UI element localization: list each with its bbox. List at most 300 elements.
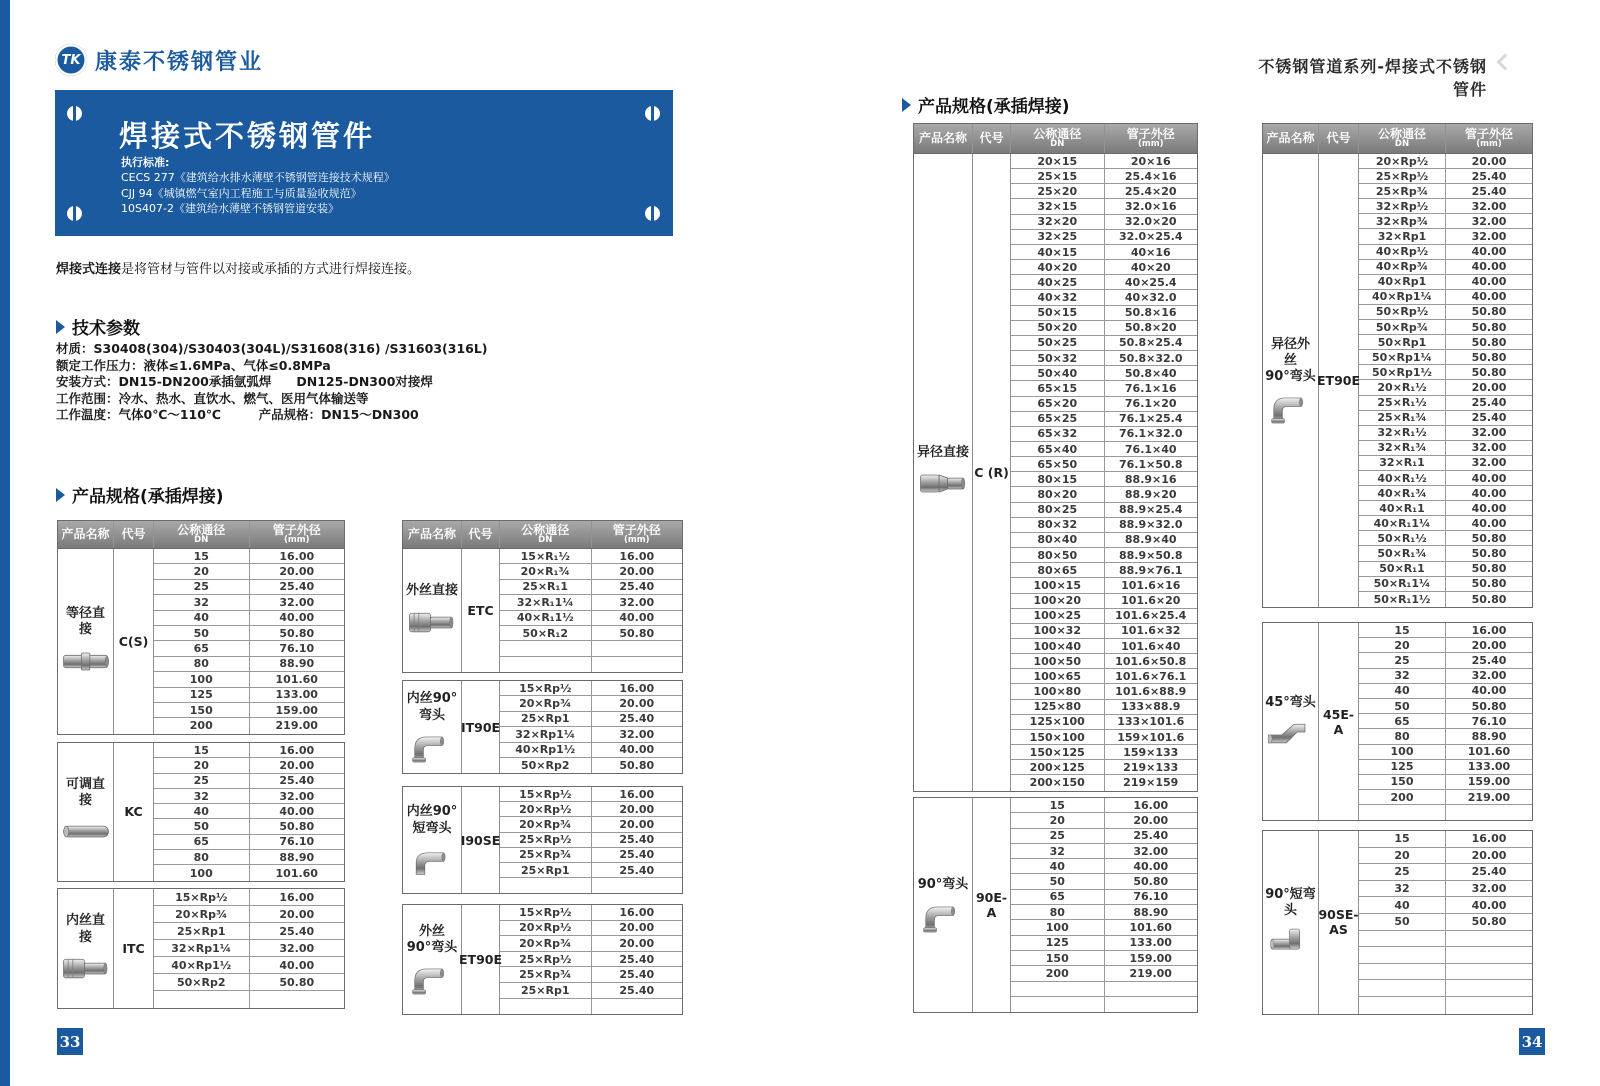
dn-value: 40×Rp1¼ (1359, 290, 1446, 304)
product-name-cell: 等径直接 (58, 549, 114, 734)
od-value: 50.80 (279, 820, 315, 834)
od-value: 88.90 (279, 657, 315, 671)
dn-value: 32 (154, 595, 250, 609)
dn-value: 50×R₁1¼ (1359, 577, 1446, 591)
product-code-cell: C (R) (973, 154, 1011, 791)
table-row (500, 611, 682, 626)
table-row (500, 743, 682, 758)
dn-value: 15×Rp½ (500, 787, 592, 801)
spec-heading-left-label: 产品规格(承插焊接) (72, 487, 224, 507)
dn-value: 50×Rp1¼ (1359, 350, 1446, 364)
dn-value: 150 (1359, 775, 1446, 789)
table-row (1011, 184, 1197, 199)
od-value: 16.00 (1471, 623, 1507, 637)
table-row (1011, 775, 1197, 790)
table-row (1011, 700, 1197, 715)
dn-value: 40 (1011, 859, 1105, 873)
col-header-dn: 公称通径 DN (154, 521, 250, 548)
table-row (500, 758, 682, 773)
table-row (154, 923, 344, 940)
table-row (1011, 813, 1197, 828)
col-header-od: 管子外径 (mm) (612, 522, 661, 546)
table-row (1359, 848, 1532, 865)
product-code-cell: C(S) (114, 549, 154, 734)
table-row (500, 580, 682, 595)
od-value: 40.00 (1471, 516, 1507, 530)
table-row (1359, 335, 1532, 350)
product-name-cell: 外丝 90°弯头 (403, 905, 462, 1014)
od-value: 16.00 (619, 787, 655, 801)
dn-value: 80×20 (1011, 487, 1105, 501)
od-value (1446, 931, 1532, 947)
od-value: 159×101.6 (1117, 730, 1185, 744)
od-value: 101.6×16 (1121, 578, 1181, 592)
chevron-icon (902, 98, 911, 112)
dn-value: 25×15 (1011, 169, 1105, 183)
table-row (1011, 199, 1197, 214)
od-value: 40.00 (1471, 260, 1507, 274)
dn-value: 25×R₁1 (500, 580, 592, 594)
table-row (1359, 546, 1532, 561)
col-header-product-name: 产品名称 (58, 521, 114, 548)
col-header-product-name: 产品名称 (914, 124, 973, 153)
table-row (1011, 290, 1197, 305)
dn-value: 20 (1359, 848, 1446, 864)
col-header-code: 代号 (114, 521, 154, 548)
dn-value: 25×R₁¾ (1359, 411, 1446, 425)
od-value: 32.00 (1471, 214, 1507, 228)
table-row (1359, 729, 1532, 744)
table-row (1011, 951, 1197, 966)
od-value: 25.4×20 (1124, 184, 1177, 198)
product-code-cell: 45E-A (1319, 623, 1359, 820)
od-value: 88.9×16 (1124, 472, 1177, 486)
table-row (154, 611, 344, 626)
dn-value: 20×Rp¾ (500, 817, 592, 831)
dn-value: 50×Rp1 (1359, 335, 1446, 349)
od-value: 16.00 (619, 905, 655, 919)
product-code-cell: 90SE- AS (1319, 831, 1359, 1014)
od-value: 101.60 (1129, 921, 1172, 935)
table-row (154, 758, 344, 773)
table-row (1359, 486, 1532, 501)
brand-logo-text: 康泰不锈钢管业 (95, 49, 264, 75)
intro-paragraph (56, 258, 420, 277)
table-row (500, 727, 682, 742)
dn-value: 150 (154, 703, 250, 717)
table-row (1011, 154, 1197, 169)
dn-value: 25 (1359, 653, 1446, 667)
od-value (1446, 980, 1532, 996)
table-row (1359, 775, 1532, 790)
table-header (1263, 124, 1532, 154)
dn-value: 15×R₁½ (500, 549, 592, 563)
dn-value: 200×125 (1011, 760, 1105, 774)
table-row (500, 967, 682, 983)
od-value: 101.6×88.9 (1115, 685, 1187, 699)
table-row (1359, 964, 1532, 981)
table-row (1011, 397, 1197, 412)
spec-heading-right-label: 产品规格(承插焊接) (918, 97, 1070, 117)
dn-value: 125×100 (1011, 715, 1105, 729)
table-row (1011, 920, 1197, 935)
od-value: 40.00 (279, 804, 315, 818)
od-value: 40.00 (1471, 486, 1507, 500)
od-value: 50.80 (1471, 335, 1507, 349)
od-value: 101.60 (1467, 745, 1511, 759)
table-row (1359, 169, 1532, 184)
dn-value: 25 (1359, 864, 1446, 880)
od-value: 20.00 (1471, 848, 1507, 862)
od-value: 76.1×32.0 (1119, 427, 1183, 441)
table-row (1011, 457, 1197, 472)
table-row (1359, 699, 1532, 714)
table-row (154, 850, 344, 865)
dn-value: 15 (1359, 623, 1446, 637)
table-row (1359, 790, 1532, 805)
dn-value: 100×20 (1011, 594, 1105, 608)
table-row (500, 905, 682, 921)
dn-value (1359, 931, 1446, 947)
table-row (1011, 351, 1197, 366)
od-value: 159×133 (1123, 745, 1179, 759)
table-row (1011, 859, 1197, 874)
dn-value: 65×15 (1011, 381, 1105, 395)
table-row (500, 802, 682, 817)
table-row (500, 878, 682, 893)
table-row (500, 952, 682, 968)
table-row (1359, 245, 1532, 260)
dn-value: 40×R₁¾ (1359, 486, 1446, 500)
table-row (1359, 577, 1532, 592)
od-value: 25.4×16 (1124, 169, 1177, 183)
od-value: 219.00 (275, 719, 318, 733)
dn-value: 32×Rp1¼ (154, 940, 250, 956)
table-row (1359, 669, 1532, 684)
dn-value (1011, 997, 1105, 1012)
table-row (154, 595, 344, 610)
od-value (1446, 964, 1532, 980)
od-value: 101.6×25.4 (1115, 609, 1187, 623)
od-value: 88.9×32.0 (1119, 518, 1183, 532)
od-value: 40.00 (1471, 898, 1507, 912)
col-header-od: 管子外径 (mm) (272, 522, 321, 546)
dn-value: 50 (154, 626, 250, 640)
od-value: 76.1×25.4 (1119, 412, 1183, 426)
od-value: 40×16 (1130, 245, 1171, 259)
table-row (1359, 516, 1532, 531)
product-name-cell: 外丝直接 (403, 549, 462, 672)
od-value: 76.1×40 (1124, 442, 1177, 456)
dn-value: 25×Rp1 (500, 712, 592, 726)
dn-value: 15 (1011, 798, 1105, 812)
od-value: 25.40 (1471, 184, 1507, 198)
table-row (1359, 531, 1532, 546)
od-value: 50.80 (1133, 875, 1169, 889)
spec-rows (154, 743, 344, 881)
dn-value: 50×Rp½ (1359, 305, 1446, 319)
table-row (1011, 518, 1197, 533)
dn-value: 100×50 (1011, 654, 1105, 668)
standards-label: 执行标准: (121, 156, 170, 169)
dn-value: 100×32 (1011, 624, 1105, 638)
od-value: 50.80 (619, 759, 655, 773)
tech-params-heading-label: 技术参数 (72, 319, 140, 339)
table-row (1359, 290, 1532, 305)
od-value: 40.00 (1133, 859, 1169, 873)
dn-value: 80×32 (1011, 518, 1105, 532)
od-value: 50.8×32.0 (1119, 351, 1183, 365)
od-value: 101.6×20 (1121, 594, 1181, 608)
dn-value: 32×R₁¾ (1359, 441, 1446, 455)
od-value: 40×20 (1130, 260, 1171, 274)
od-value: 159.00 (1129, 951, 1172, 965)
series-header: 不锈钢管道系列-焊接式不锈钢管件 (1258, 57, 1487, 99)
dn-value: 100×65 (1011, 669, 1105, 683)
dn-value: 20×Rp½ (500, 802, 592, 816)
socket-icon (61, 953, 111, 984)
spec-table-adjustable-coupling (57, 742, 345, 882)
dn-value: 50×40 (1011, 366, 1105, 380)
dn-value: 20 (1011, 813, 1105, 827)
od-value: 76.10 (279, 642, 315, 656)
product-name-cell: 90°短弯头 (1263, 831, 1319, 1014)
dn-value: 25×Rp1 (500, 863, 592, 877)
dn-value: 50 (1011, 874, 1105, 888)
od-value: 25.40 (619, 833, 655, 847)
tech-line: 材质：S30408(304)/S30403(304L)/S31608(316) /S31603(316L) (56, 341, 488, 356)
dn-value (154, 991, 250, 1008)
dn-value: 50×20 (1011, 321, 1105, 335)
od-value: 25.40 (619, 863, 655, 877)
dn-value: 125 (1011, 936, 1105, 950)
od-value: 25.40 (1471, 865, 1507, 879)
dn-value (1359, 997, 1446, 1014)
od-value: 88.9×50.8 (1119, 548, 1183, 562)
col-header-product-name: 产品名称 (1263, 124, 1319, 153)
table-row (1359, 441, 1532, 456)
table-row (154, 789, 344, 804)
dn-value: 25×Rp¾ (1359, 184, 1446, 198)
od-value: 40.00 (1471, 501, 1507, 515)
od-value: 16.00 (279, 890, 315, 904)
page-corner-chevron-icon (1497, 54, 1514, 71)
od-value: 40×32.0 (1124, 290, 1177, 304)
od-value (592, 878, 683, 893)
table-row (1011, 230, 1197, 245)
dn-value: 65 (154, 641, 250, 655)
table-row (154, 580, 344, 595)
od-value: 40.00 (1471, 275, 1507, 289)
od-value (1105, 997, 1198, 1012)
od-value: 16.00 (1471, 832, 1507, 846)
dn-value: 20×15 (1011, 154, 1105, 168)
table-row (1011, 381, 1197, 396)
product-code-cell: ET90E (462, 905, 500, 1014)
table-row (1359, 914, 1532, 931)
table-row (1359, 997, 1532, 1014)
od-value: 16.00 (619, 549, 655, 563)
table-row (154, 835, 344, 850)
od-value: 25.40 (279, 580, 315, 594)
dn-value: 20×Rp¾ (500, 696, 592, 710)
dn-value: 100×15 (1011, 578, 1105, 592)
product-code-cell: ET90E (1319, 154, 1359, 607)
dn-value: 50 (1359, 914, 1446, 930)
dn-value: 65×25 (1011, 412, 1105, 426)
table-row (500, 817, 682, 832)
elbow90-icon (409, 963, 455, 995)
od-value: 16.00 (279, 743, 315, 757)
dn-value: 32×25 (1011, 230, 1105, 244)
od-value: 20.00 (279, 907, 315, 921)
table-row (1359, 411, 1532, 426)
od-value (592, 657, 683, 672)
dn-value (1359, 947, 1446, 963)
product-name-cell: 内丝90° 短弯头 (403, 787, 462, 893)
dn-value: 50×32 (1011, 351, 1105, 365)
od-value: 32.00 (1471, 199, 1507, 213)
od-value: 25.40 (1471, 411, 1507, 425)
spec-table-45-elbow (1262, 622, 1533, 821)
od-value: 219.00 (1129, 966, 1172, 980)
dn-value (1359, 964, 1446, 980)
table-row (1011, 745, 1197, 760)
dn-value: 50×R₁1 (1359, 562, 1446, 576)
od-value: 219×133 (1123, 760, 1179, 774)
elbow90-icon (409, 731, 455, 763)
spec-rows (1011, 798, 1197, 1012)
tech-line: 工作范围：冷水、热水、直饮水、燃气、医用气体输送等 (56, 390, 369, 406)
dn-value: 32×Rp1¼ (500, 727, 592, 741)
dn-value: 32×R₁1 (1359, 456, 1446, 470)
spec-heading-right (902, 92, 1070, 117)
table-row (1359, 154, 1532, 169)
dn-value: 20 (154, 564, 250, 578)
standard-line: 10S407-2《建筑给水薄壁不锈钢管道安装》 (121, 202, 339, 216)
od-value (1446, 805, 1532, 820)
dn-value: 50×R₁½ (1359, 531, 1446, 545)
od-value: 16.00 (1133, 798, 1169, 812)
col-header-dn: 公称通径 DN (1359, 124, 1446, 153)
table-row (500, 921, 682, 937)
brand-logo (55, 44, 263, 76)
od-value: 32.00 (619, 727, 655, 741)
table-row (500, 936, 682, 952)
dn-value (500, 641, 592, 655)
od-value: 25.40 (1471, 653, 1507, 667)
od-value: 25.40 (619, 580, 655, 594)
od-value: 50.80 (279, 975, 315, 989)
table-row (500, 848, 682, 863)
dn-value: 40×Rp¾ (1359, 260, 1446, 274)
dn-value: 25×Rp½ (1359, 169, 1446, 183)
dn-value (500, 657, 592, 672)
col-header-dn: 公称通径 DN (1011, 124, 1105, 153)
od-value (1105, 982, 1198, 996)
spec-table-female-coupling (57, 888, 345, 1009)
table-row (154, 991, 344, 1008)
dn-value: 15×Rp½ (154, 889, 250, 905)
dn-value: 32 (1359, 881, 1446, 897)
dn-value: 100×40 (1011, 639, 1105, 653)
dn-value: 40×R₁1 (1359, 501, 1446, 515)
od-value: 101.6×32 (1121, 624, 1181, 638)
od-value: 32.0×20 (1124, 215, 1177, 229)
dn-value: 32×15 (1011, 199, 1105, 213)
grommet-icon (67, 106, 82, 121)
table-row (1011, 321, 1197, 336)
od-value: 50.8×16 (1124, 306, 1177, 320)
table-row (1011, 442, 1197, 457)
dn-value: 32 (154, 789, 250, 803)
dn-value: 40×R₁1½ (500, 611, 592, 625)
standards-list (121, 170, 395, 217)
od-value: 25.40 (619, 983, 655, 997)
od-value: 88.9×20 (1124, 488, 1177, 502)
col-header-dn: 公称通径 DN (500, 521, 592, 548)
od-value: 88.90 (279, 850, 315, 864)
od-value: 50.80 (1471, 592, 1507, 606)
od-value: 76.10 (279, 835, 315, 849)
table-row (154, 688, 344, 703)
od-value: 133.00 (1129, 936, 1172, 950)
grommet-icon (67, 206, 82, 221)
table-row (1011, 684, 1197, 699)
od-value (592, 641, 683, 655)
od-value (250, 991, 345, 1008)
spec-rows (1359, 623, 1532, 820)
dn-value: 50 (1359, 699, 1446, 713)
title-banner (55, 90, 673, 236)
table-row (1359, 805, 1532, 820)
dn-value: 80 (154, 657, 250, 671)
table-row (154, 718, 344, 733)
od-value: 159.00 (1467, 775, 1511, 789)
table-header (58, 521, 344, 549)
od-value: 50.80 (279, 626, 315, 640)
table-row (500, 657, 682, 672)
od-value: 32.00 (279, 941, 315, 955)
od-value: 50.8×20 (1124, 321, 1177, 335)
od-value: 16.00 (279, 549, 315, 563)
od-value: 133.00 (1467, 760, 1511, 774)
spec-rows (154, 549, 344, 734)
table-row (500, 696, 682, 711)
table-row (154, 672, 344, 687)
table-row (1011, 874, 1197, 889)
od-value: 76.1×16 (1124, 381, 1177, 395)
dn-value (500, 999, 592, 1015)
dn-value: 200×150 (1011, 775, 1105, 790)
table-row (1011, 997, 1197, 1012)
dn-value: 65 (1359, 714, 1446, 728)
dn-value: 125 (154, 688, 250, 702)
od-value: 20×16 (1130, 154, 1171, 168)
od-value: 76.1×20 (1124, 397, 1177, 411)
od-value: 25.40 (279, 774, 315, 788)
grommet-icon (645, 106, 660, 121)
od-value: 32.00 (1471, 441, 1507, 455)
table-row (1011, 366, 1197, 381)
table-row (1011, 905, 1197, 920)
od-value: 40.00 (279, 611, 315, 625)
table-row (1011, 982, 1197, 997)
chevron-icon (56, 488, 65, 502)
col-header-od: 管子外径 (mm) (1464, 126, 1513, 150)
table-row (1011, 844, 1197, 859)
product-name-cell: 内丝直接 (58, 889, 114, 1008)
